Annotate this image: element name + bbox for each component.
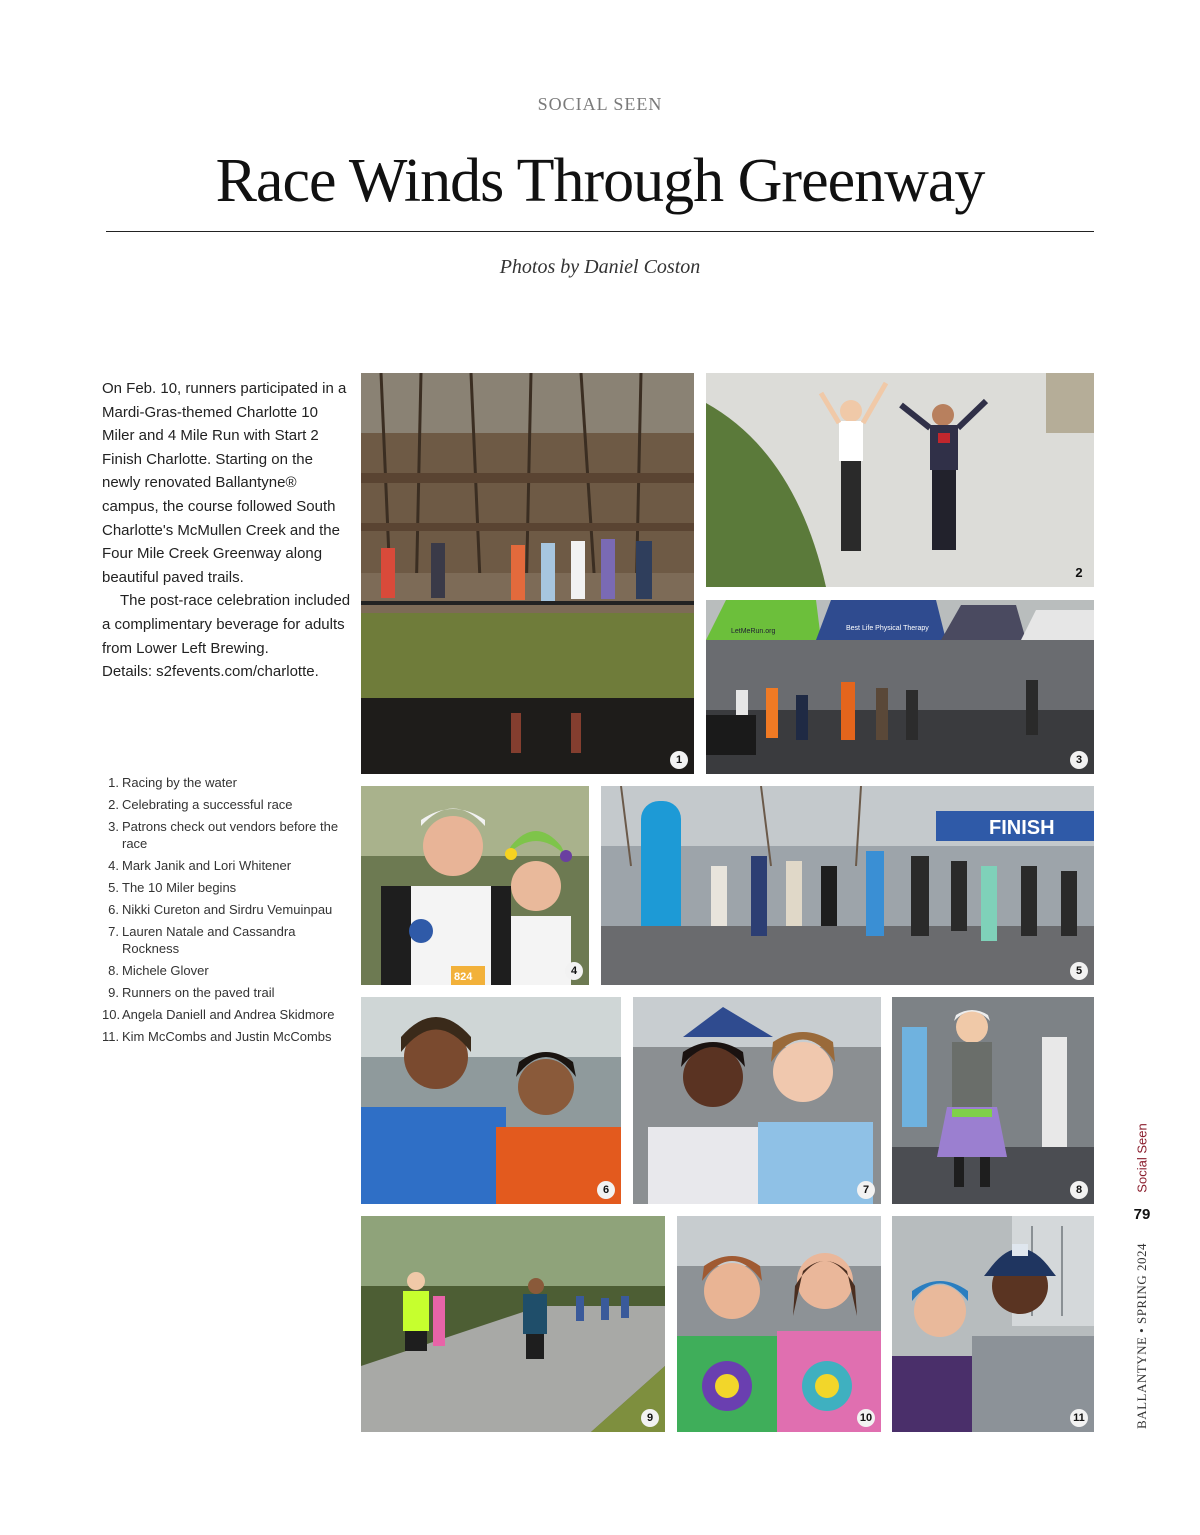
photo-10-miler-begins [601,786,1094,985]
photo-10-miler-begins-image [601,786,1094,985]
article-paragraph: On Feb. 10, runners participated in a Mardi-Gras-themed Charlotte 10 Miler and 4 Mile Run with Start 2 Finish Charlotte. Starting on the newly renovated Ballantyne® campus, the course followed South Charlotte's McMullen Creek and the Four Mile Creek Greenway along beautiful paved trails. [102,380,347,586]
photo-number-badge: 9 [641,1409,659,1427]
article-details-link[interactable]: Details: s2fevents.com/charlotte. [102,663,319,681]
photo-michele-glover [892,997,1094,1204]
caption-item: 8. Michele Glover [108,963,209,979]
photo-kim-and-justin [892,1216,1094,1432]
caption-item: 10. Angela Daniell and Andrea Skidmore [102,1007,335,1023]
page-title: Race Winds Through Greenway [215,147,985,215]
finish-banner-text: FINISH [989,817,1055,839]
photo-runners-paved-trail-image [361,1216,665,1432]
photo-angela-and-andrea [677,1216,881,1432]
race-bib-number: 824 [454,971,473,983]
caption-item: 6. Nikki Cureton and Sirdru Vemuinpau [108,901,333,917]
photo-number-badge: 7 [857,1181,875,1199]
photo-number-badge: 4 [565,962,583,980]
photo-captions [102,774,352,1050]
photo-number-badge: 3 [1070,751,1088,769]
photo-michele-glover-image [892,997,1094,1204]
caption-item: 9. Runners on the paved trail [108,985,275,1001]
section-side-label: Social Seen [1134,1122,1150,1193]
photo-racing-by-water [361,373,694,774]
magazine-issue-label: BALLANTYNE • SPRING 2024 [1134,1243,1149,1429]
tent-sign-text: Best Life Physical Therapy [846,625,929,632]
photo-runners-paved-trail [361,1216,665,1432]
photo-number-badge: 2 [1075,565,1083,580]
photo-number-badge: 10 [857,1409,875,1427]
photo-kim-and-justin-image [892,1216,1094,1432]
caption-item: 11. Kim McCombs and Justin McCombs [102,1028,332,1044]
photo-celebrating-race [706,373,1094,587]
article-body [102,377,352,684]
photo-lauren-and-cassandra-image [633,997,881,1204]
photo-vendors-image [706,600,1094,774]
photo-nikki-and-sirdru-image [361,997,621,1204]
photo-lauren-and-cassandra [633,997,881,1204]
photo-nikki-and-sirdru [361,997,621,1204]
photo-credit: Photos by Daniel Coston [499,256,701,278]
title-rule [106,231,1094,232]
photo-number-badge: 11 [1070,1409,1088,1427]
photo-mark-and-lori [361,786,589,985]
caption-item: 1. Racing by the water [108,775,237,790]
tent-sign-text: LetMeRun.org [731,628,776,635]
photo-number-badge: 1 [670,751,688,769]
caption-item: 3. Patrons check out vendors before the race [108,818,339,852]
photo-number-badge: 5 [1070,962,1088,980]
section-label: SOCIAL SEEN [537,94,663,114]
caption-item: 7. Lauren Natale and Cassandra Rockness [108,923,296,957]
caption-item: 4. Mark Janik and Lori Whitener [108,858,292,874]
page-number: 79 [1133,1206,1151,1223]
photo-angela-and-andrea-image [677,1216,881,1432]
photo-vendors [706,600,1094,774]
photo-number-badge: 6 [597,1181,615,1199]
photo-number-badge: 8 [1070,1181,1088,1199]
article-paragraph: The post-race celebration included a complimentary beverage for adults from Lower Left Brewing. [102,592,351,657]
photo-racing-by-water-image [361,373,694,774]
caption-item: 2. Celebrating a successful race [108,796,293,812]
caption-item: 5. The 10 Miler begins [108,880,237,896]
photo-celebrating-race-image [706,373,1094,587]
photo-mark-and-lori-image [361,786,589,985]
